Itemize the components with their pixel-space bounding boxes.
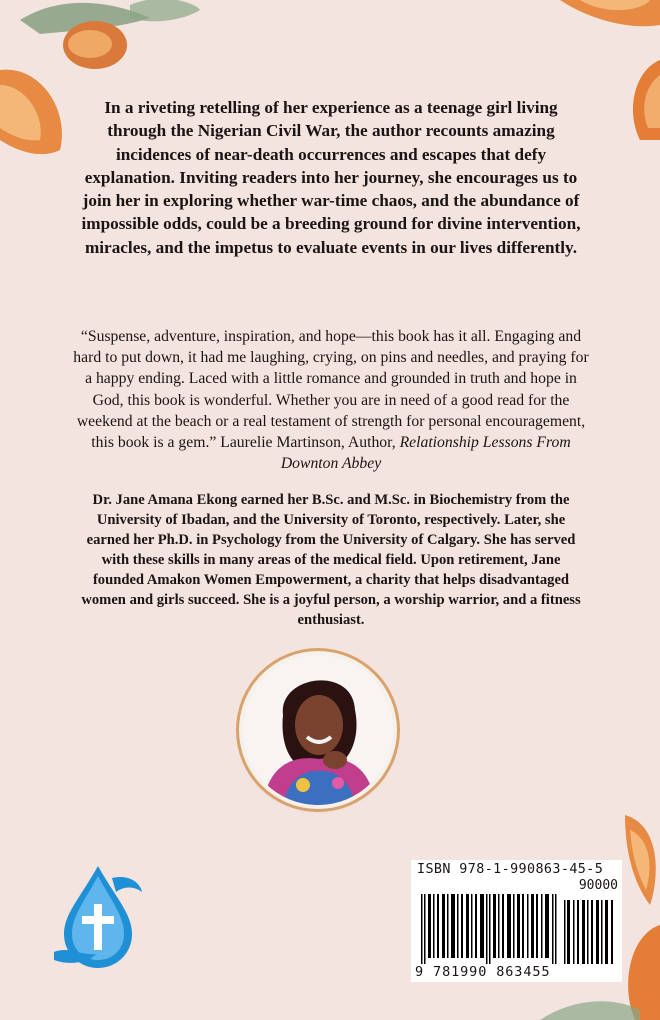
isbn-barcode <box>411 860 622 982</box>
author-bio: Dr. Jane Amana Ekong earned her B.Sc. and M.Sc. in Biochemistry from the University of Ibadan, and the University of Toronto, respectively. Later, she earned her Ph.D. in Psychology from the University of Calgary. She has served with these skills in many areas of the medical field. Upon retirement, Jane founded Amakon Women Empowerment, a charity that helps disadvantaged women and girls succeed. She is a joyful person, a worship warrior, and a fitness enthusiast. <box>81 492 581 628</box>
quote-book-title: Relationship Lessons From Downton Abbey <box>280 434 571 473</box>
author-photo-icon <box>243 655 393 805</box>
endorsement-quote <box>70 326 592 474</box>
ean-digits: 9 781990 863455 <box>415 964 551 980</box>
price-bars-icon <box>564 894 616 964</box>
quote-attribution: Laurelie Martinson, Author, <box>220 434 396 452</box>
ean-bars-icon <box>421 894 559 964</box>
author-portrait <box>243 655 393 805</box>
water-drop-cross-logo-icon <box>50 862 146 972</box>
price-code: 90000 <box>578 878 618 893</box>
quote-text: “Suspense, adventure, inspiration, and hope—this book has it all. Engaging and hard to put down, it had me laughing, crying, on pins and needles, and praying for a happy ending. Laced with a little romance and grounded in truth and hope in God, this book is wonderful. Whether you are in need of a good read for the weekend at the beach or a real testament of strength for personal encouragement, this book is a gem.” <box>73 328 589 452</box>
isbn-label: ISBN 978-1-990863-45-5 <box>417 862 604 877</box>
book-blurb: In a riveting retelling of her experience as a teenage girl living through the Nigerian Civil War, the author recounts amazing incidences of near-death occurrences and escapes that defy explanation. Inviting readers into her journey, she encourages us to join her in exploring whether war-time chaos, and the abundance of impossible odds, could be a breeding ground for divine intervention, miracles, and the impetus to evaluate events in our lives differently. <box>81 98 581 257</box>
